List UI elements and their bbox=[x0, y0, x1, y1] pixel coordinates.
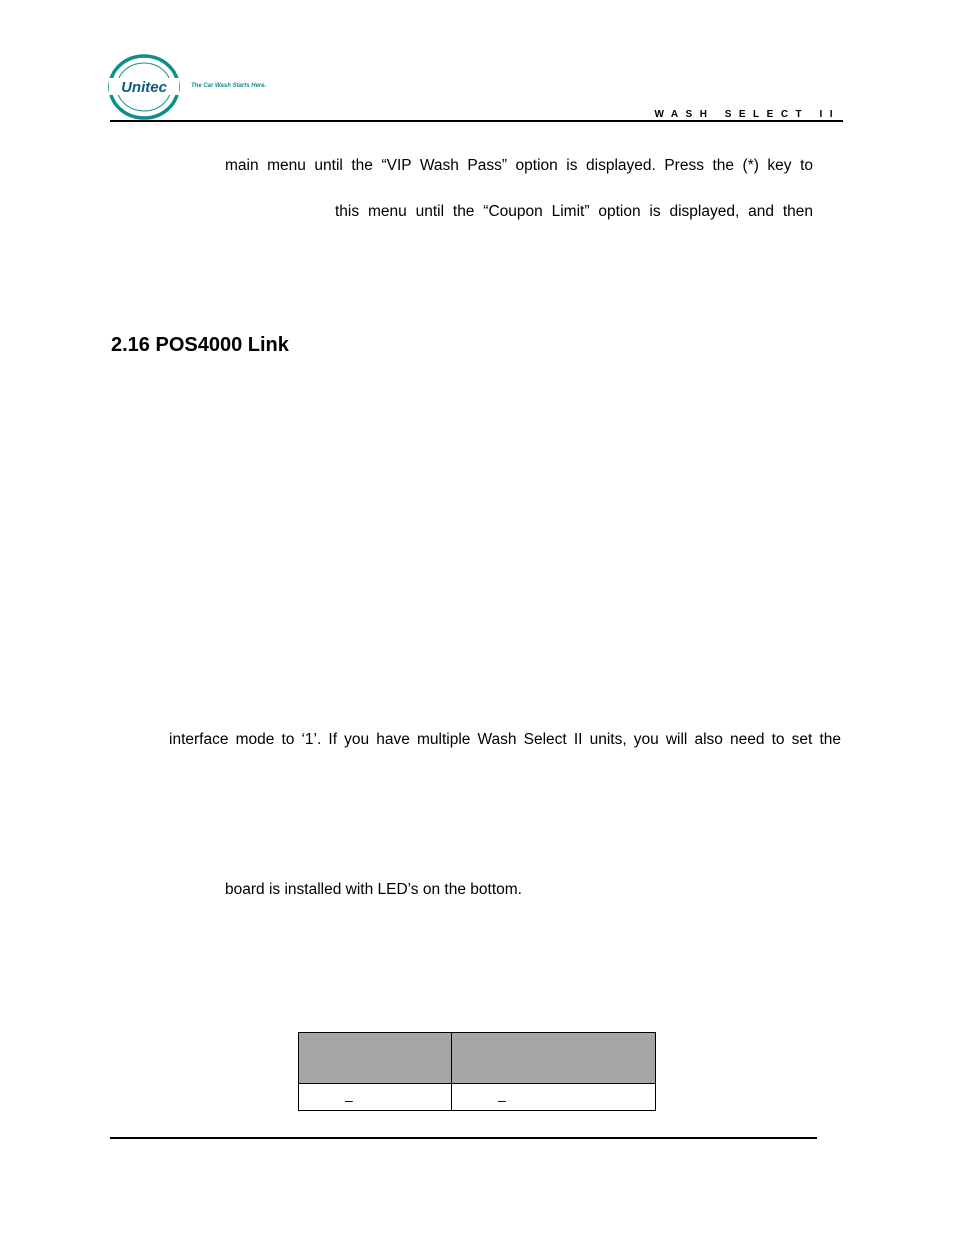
body-line-coupon-limit: this menu until the “Coupon Limit” option is displayed, and then bbox=[335, 203, 813, 220]
header-rule bbox=[110, 120, 843, 122]
document-title: WASH SELECT II bbox=[654, 109, 840, 120]
settings-table bbox=[298, 1032, 656, 1111]
table-cell: – bbox=[452, 1084, 656, 1111]
body-line-board-installed: board is installed with LED’s on the bottom. bbox=[225, 881, 522, 898]
footer-rule bbox=[110, 1137, 817, 1139]
body-line-interface-mode: interface mode to ‘1’. If you have multiple Wash Select II units, you will also need to set the bbox=[169, 731, 841, 748]
section-heading: 2.16 POS4000 Link bbox=[111, 334, 289, 356]
body-line-vip-pass: main menu until the “VIP Wash Pass” option is displayed. Press the (*) key to bbox=[225, 157, 813, 174]
table-cell: – bbox=[299, 1084, 452, 1111]
unitec-logo bbox=[107, 53, 182, 121]
table-row bbox=[299, 1084, 656, 1111]
table-header-cell bbox=[299, 1033, 452, 1084]
table-header-row bbox=[299, 1033, 656, 1084]
table-header-cell bbox=[452, 1033, 656, 1084]
logo-wordmark: Unitec bbox=[121, 79, 167, 96]
brand-tagline: The Car Wash Starts Here. bbox=[191, 83, 267, 89]
